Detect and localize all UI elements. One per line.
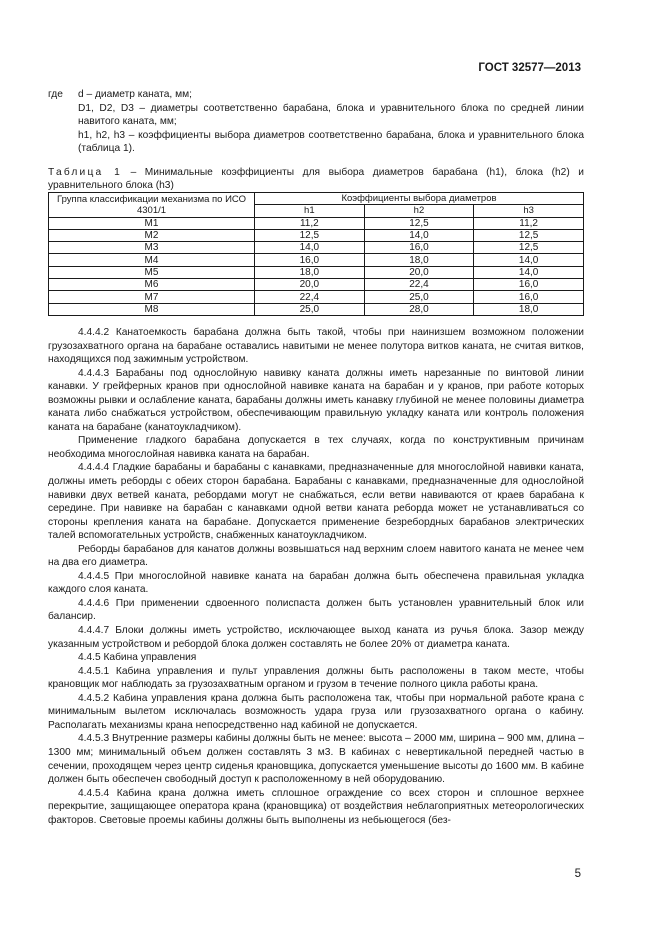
table-row bbox=[49, 279, 584, 291]
table-cell-value: 12,5 bbox=[255, 229, 365, 241]
body-text bbox=[48, 326, 584, 827]
table-cell-value: 28,0 bbox=[364, 303, 474, 315]
paragraph: 4.4.4.2 Канатоемкость барабана должна быть такой, чтобы при наинизшем возможном положении грузозахватного органа на барабане оставались навитыми не менее полутора витков каната, не считая витков, находящихся под зажимным устройством. bbox=[48, 327, 584, 366]
table-cell-group: M7 bbox=[49, 291, 255, 303]
table-cell-value: 22,4 bbox=[364, 279, 474, 291]
paragraph: Реборды барабанов для канатов должны возвышаться над верхним слоем навитого каната не менее чем на два его диаметра. bbox=[48, 543, 584, 569]
table-row bbox=[49, 242, 584, 254]
paragraph: 4.4.4.7 Блоки должны иметь устройство, исключающее выход каната из ручья блока. Зазор между указанным устройством и ребордой блока должен составлять не более 20% от диаметра каната. bbox=[48, 625, 584, 650]
table-cell-group: M5 bbox=[49, 266, 255, 278]
col-header-group: Группа классификации механизма по ИСО 4301/1 bbox=[49, 193, 255, 218]
page-number: 5 bbox=[574, 868, 581, 880]
table-cell-value: 16,0 bbox=[255, 254, 365, 266]
sub-header-h3: h3 bbox=[474, 205, 584, 217]
table-cell-value: 11,2 bbox=[474, 217, 584, 229]
table-cell-value: 16,0 bbox=[474, 279, 584, 291]
table-body bbox=[49, 217, 584, 315]
table-caption bbox=[48, 166, 584, 193]
table-cell-value: 18,0 bbox=[255, 266, 365, 278]
table-cell-value: 12,5 bbox=[474, 242, 584, 254]
table-caption-text: – Минимальные коэффициенты для выбора диаметров барабана (h1), блока (h2) и уравнительного блока (h3) bbox=[48, 167, 584, 192]
table-row bbox=[49, 266, 584, 278]
col-header-coefficients: Коэффициенты выбора диаметров bbox=[255, 193, 584, 205]
sub-header-h1: h1 bbox=[255, 205, 365, 217]
table-cell-value: 16,0 bbox=[474, 291, 584, 303]
table-cell-group: M3 bbox=[49, 242, 255, 254]
table-cell-value: 12,5 bbox=[364, 217, 474, 229]
table-cell-group: M4 bbox=[49, 254, 255, 266]
table-cell-value: 16,0 bbox=[364, 242, 474, 254]
table-cell-group: M8 bbox=[49, 303, 255, 315]
coefficients-table bbox=[48, 192, 584, 316]
paragraph: 4.4.5 Кабина управления bbox=[78, 652, 197, 664]
sub-header-h2: h2 bbox=[364, 205, 474, 217]
table-row bbox=[49, 217, 584, 229]
table-cell-value: 14,0 bbox=[474, 254, 584, 266]
paragraph: 4.4.4.6 При применении сдвоенного полиспаста должен быть установлен уравнительный блок или балансир. bbox=[48, 597, 584, 623]
table-cell-value: 25,0 bbox=[255, 303, 365, 315]
table-row bbox=[49, 291, 584, 303]
where-line-D: D1, D2, D3 – диаметры соответственно барабана, блока и уравнительного блока по средней линии навитого каната, мм; bbox=[78, 102, 584, 128]
table-cell-group: M6 bbox=[49, 279, 255, 291]
paragraph: 4.4.4.4 Гладкие барабаны и барабаны с канавками, предназначенные для многослойной навивки каната, должны иметь реборды с обеих сторон барабана. Барабаны с канавками, предназначенные для однослойной навивки двух ветвей каната, ребордами могут не снабжаться, если ветви навиваются от краев барабана к середине. При навивке на барабан с канавками одной ветви каната реборда может не устанавливаться со стороны крепления каната на барабане. Допускается применение безребордных барабанов электрических талей вспомогательных устройств, снабженных канатоукладчиком. bbox=[48, 462, 584, 542]
table-caption-prefix: Таблица 1 bbox=[48, 167, 122, 178]
table-row bbox=[49, 303, 584, 315]
paragraph: 4.4.5.3 Внутренние размеры кабины должны быть не менее: высота – 2000 мм, ширина – 900 мм, длина – 1300 мм; минимальный объем должен составлять 3 м3. В кабинах с невертикальной передней частью в сечении, проходящем через центр сиденья крановщика, допускается уменьшение высоты до 1600 мм. В кабине должен быть обеспечен свободный доступ к расположенному в ней оборудованию. bbox=[48, 733, 584, 786]
document-code: ГОСТ 32577—2013 bbox=[478, 62, 581, 74]
table-cell-value: 12,5 bbox=[474, 229, 584, 241]
table-cell-value: 11,2 bbox=[255, 217, 365, 229]
table-cell-value: 14,0 bbox=[474, 266, 584, 278]
table-cell-value: 25,0 bbox=[364, 291, 474, 303]
table-row bbox=[49, 254, 584, 266]
table-cell-value: 18,0 bbox=[474, 303, 584, 315]
table-cell-value: 14,0 bbox=[364, 229, 474, 241]
paragraph: 4.4.4.5 При многослойной навивке каната на барабан должна быть обеспечена правильная укладка каждого слоя каната. bbox=[48, 570, 584, 596]
where-line-h: h1, h2, h3 – коэффициенты выбора диаметров соответственно барабана, блока и уравнительного блока (таблица 1). bbox=[78, 129, 584, 155]
table-row bbox=[49, 229, 584, 241]
paragraph: 4.4.5.4 Кабина крана должна иметь сплошное ограждение со всех сторон и сплошное верхнее перекрытие, защищающее оператора крана (крановщика) от воздействия неблагоприятных метеорологических факторов. Световые проемы кабины должны быть выполнены из небьющегося (без- bbox=[48, 787, 584, 826]
table-cell-value: 14,0 bbox=[255, 242, 365, 254]
paragraph: 4.4.4.3 Барабаны под однослойную навивку каната должны иметь нарезанные по винтовой линии канавки. У грейферных кранов при однослойной навивке каната на барабан и у кранов, при работе которых возможны рывки и ослабление каната, барабаны должны иметь канавку глубиной не менее половины диаметра каната либо снабжаться устройством, обеспечивающим правильную укладку каната или контроль положения каната на барабане (канатоукладчиком). bbox=[48, 367, 584, 433]
table-cell-value: 20,0 bbox=[364, 266, 474, 278]
paragraph: Применение гладкого барабана допускается в тех случаях, когда по конструктивным причинам необходима многослойная навивка каната на барабан. bbox=[48, 435, 584, 460]
where-block bbox=[48, 88, 584, 158]
where-line-d: d – диаметр каната, мм; bbox=[78, 89, 192, 100]
table-cell-value: 22,4 bbox=[255, 291, 365, 303]
table-cell-value: 18,0 bbox=[364, 254, 474, 266]
table-cell-value: 20,0 bbox=[255, 279, 365, 291]
paragraph: 4.4.5.1 Кабина управления и пульт управления должны быть расположены в таком месте, чтобы крановщик мог наблюдать за грузозахватным органом и грузом в течение полного цикла работы крана. bbox=[48, 665, 584, 691]
table-cell-group: M1 bbox=[49, 217, 255, 229]
where-label: где bbox=[48, 89, 63, 100]
paragraph: 4.4.5.2 Кабина управления крана должна быть расположена так, чтобы при нормальной работе крана с минимальным вылетом исключалась возможность удара груза или грузозахватного органа о кабину. Располагать механизмы крана непосредственно над кабиной не допускается. bbox=[48, 692, 584, 731]
table-cell-group: M2 bbox=[49, 229, 255, 241]
where-definitions bbox=[78, 88, 584, 156]
